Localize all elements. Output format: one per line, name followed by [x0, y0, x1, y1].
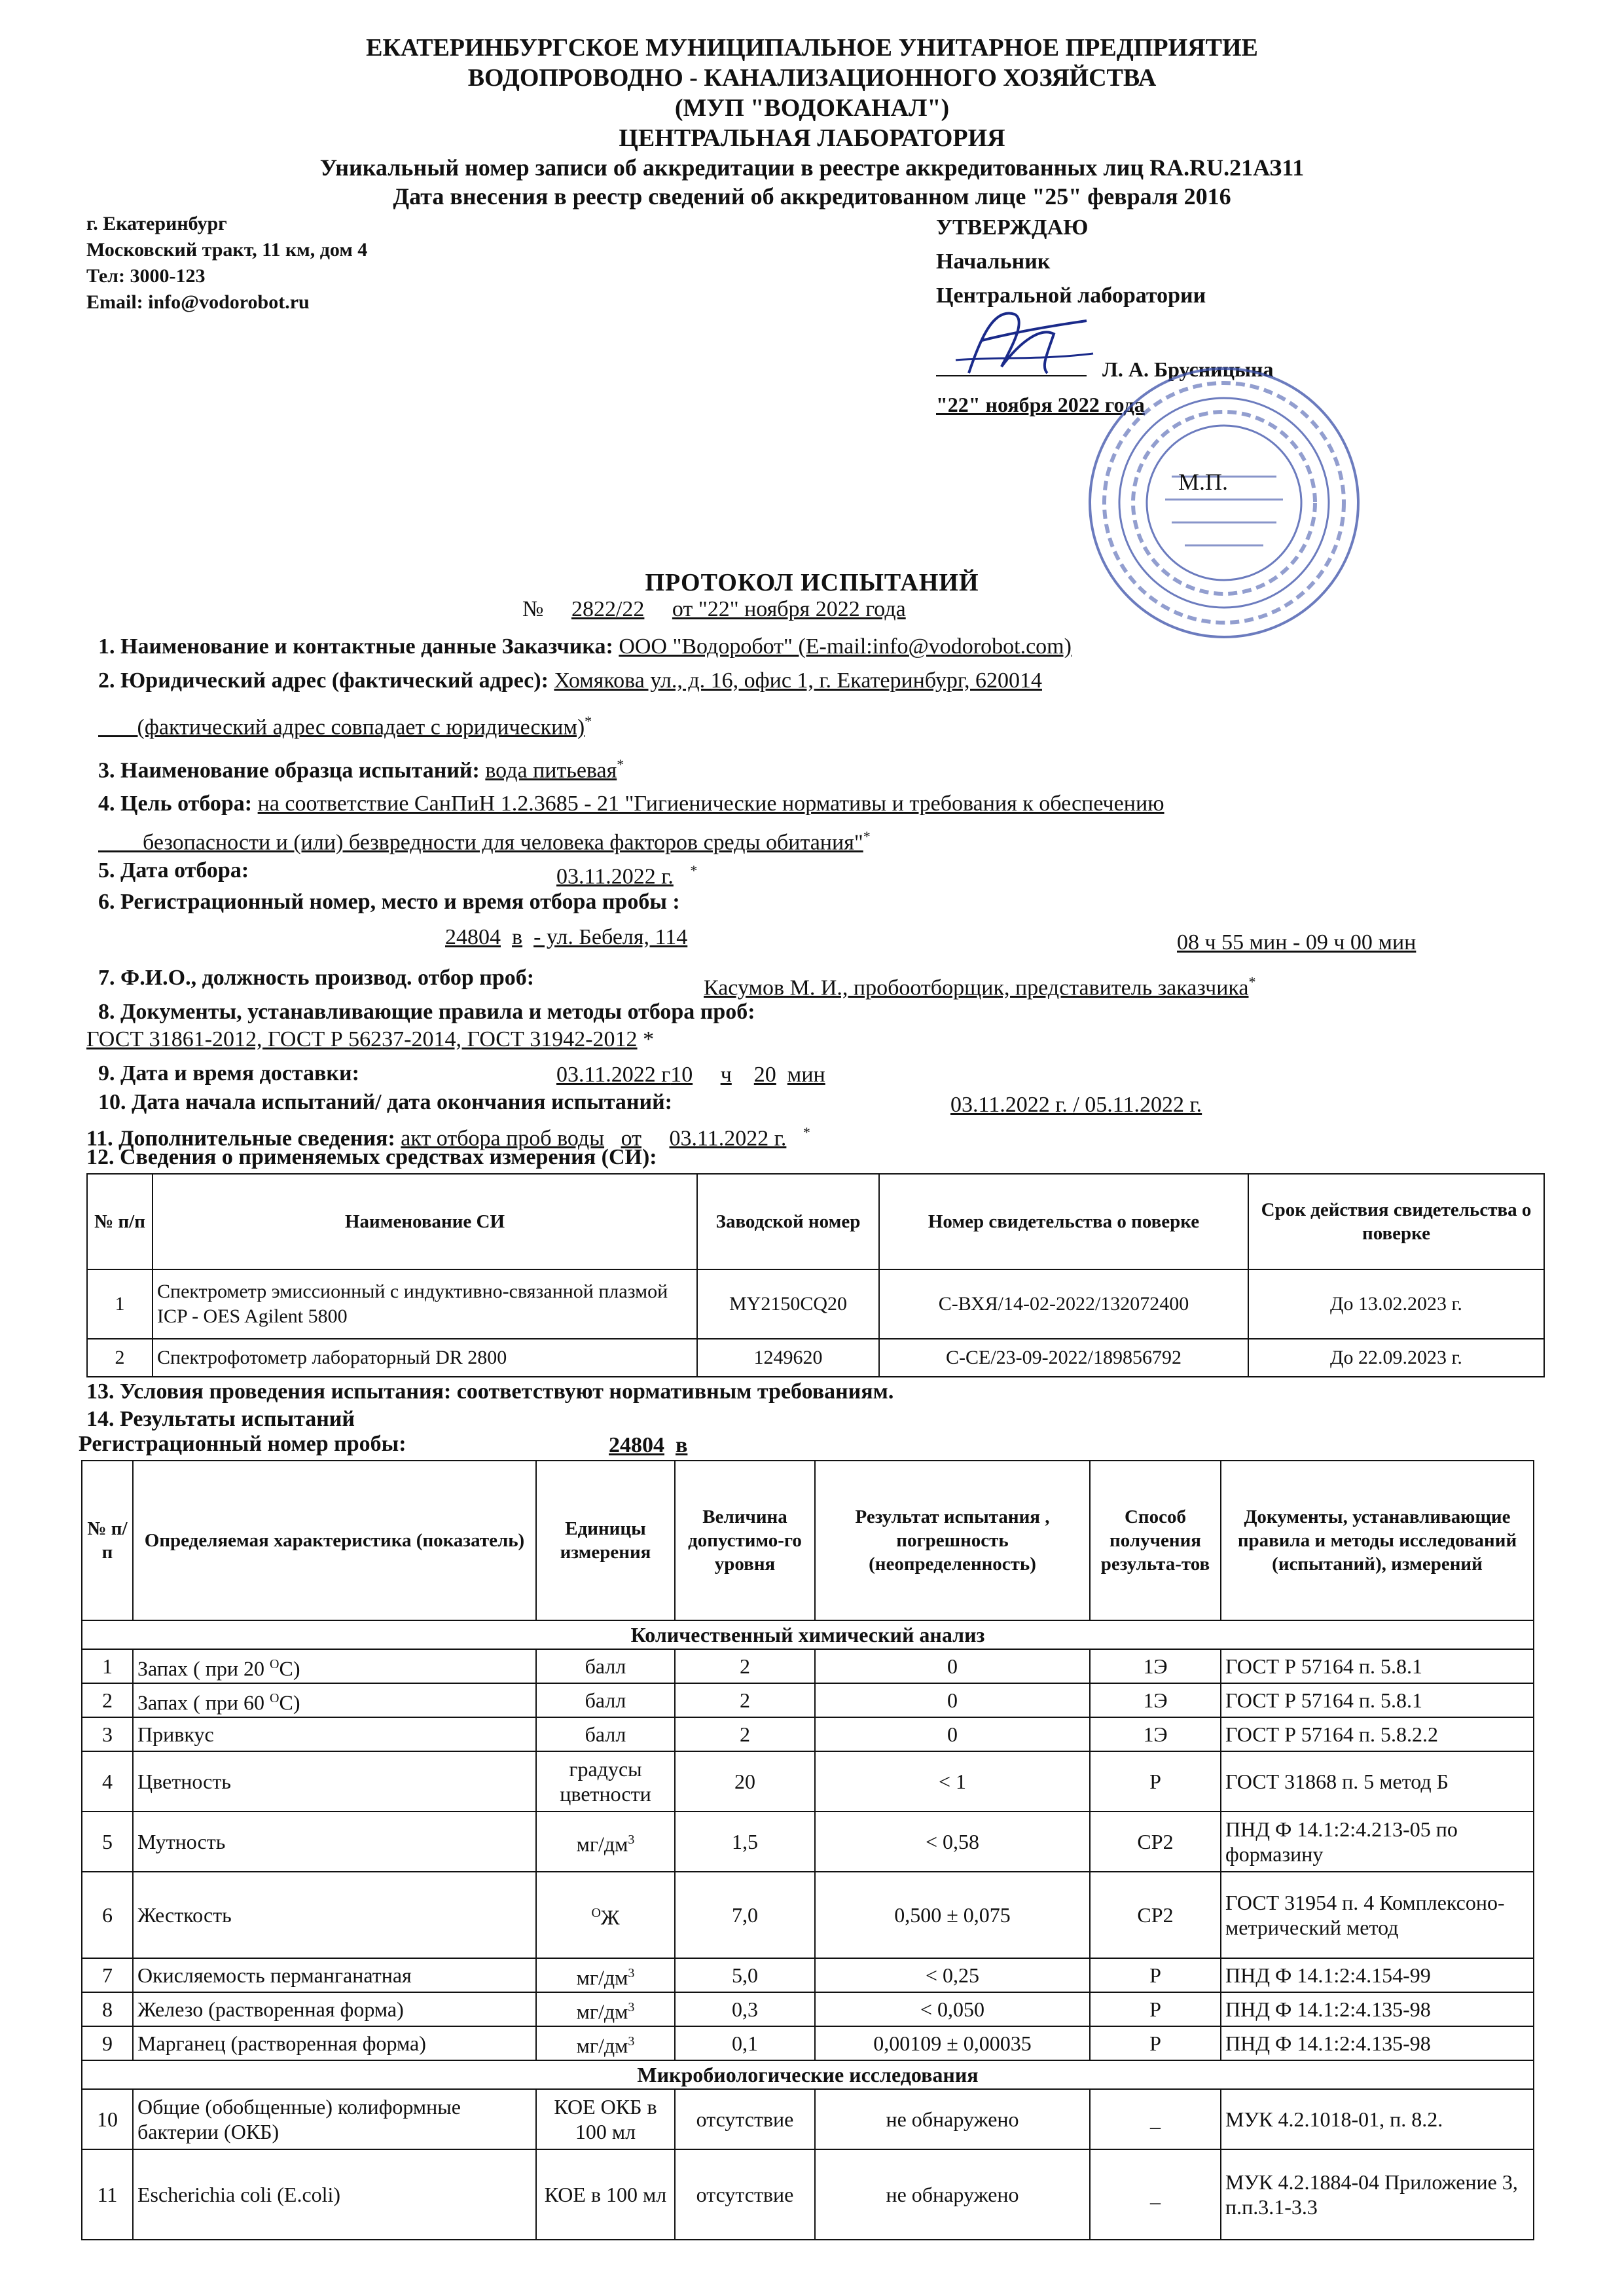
item-6-time	[1177, 930, 1416, 956]
row-document: ПНД Ф 14.1:2:4.135-98	[1221, 1992, 1534, 2026]
row-unit	[536, 2026, 675, 2060]
item-6-suffix: в	[512, 925, 523, 949]
item-2-note	[98, 708, 592, 740]
row-document: ГОСТ Р 57164 п. 5.8.1	[1221, 1649, 1534, 1683]
results-table	[81, 1460, 1534, 2240]
item-8-value: ГОСТ 31861-2012, ГОСТ Р 56237-2014, ГОСТ 31942-2012	[86, 1027, 638, 1051]
table-row	[82, 2026, 1534, 2060]
row-number: 6	[82, 1872, 133, 1958]
row-result: 0	[815, 1717, 1090, 1751]
row-document: ГОСТ 31954 п. 4 Комплексоно-метрический метод	[1221, 1872, 1534, 1958]
row-characteristic	[133, 1812, 536, 1872]
row-document: ПНД Ф 14.1:2:4.213-05 по формазину	[1221, 1812, 1534, 1872]
row-unit	[536, 1751, 675, 1812]
si-cell: MY2150CQ20	[697, 1269, 879, 1339]
unit-text: мг/дм	[576, 2033, 628, 2058]
row-method: СР2	[1090, 1872, 1221, 1958]
row-document: ГОСТ 31868 п. 5 метод Б	[1221, 1751, 1534, 1812]
item-3-label: 3. Наименование образца испытаний:	[98, 758, 480, 783]
row-characteristic: Общие (обобщенные) колиформные бактерии (ОКБ)	[133, 2089, 536, 2149]
item-6-place-value: - ул. Бебеля, 114	[533, 925, 688, 949]
row-result: < 0,25	[815, 1958, 1090, 1992]
si-cell: 2	[87, 1339, 153, 1377]
row-method: 1Э	[1090, 1649, 1221, 1683]
row-limit: 20	[675, 1751, 815, 1812]
unit-sup: O	[591, 1905, 601, 1920]
si-cell: 1	[87, 1269, 153, 1339]
item-4-value-2: безопасности и (или) безвредности для человека факторов среды обитания"	[143, 830, 863, 855]
characteristic-text: Жесткость	[137, 1903, 232, 1927]
item-7-label: 7. Ф.И.О., должность производ. отбор проб:	[98, 966, 535, 990]
item-11-date: 03.11.2022 г.	[669, 1126, 787, 1151]
protocol-number-line	[522, 597, 906, 622]
characteristic-text: Железо (растворенная форма)	[137, 1997, 404, 2021]
si-cell: С-ВХЯ/14-02-2022/132072400	[879, 1269, 1248, 1339]
round-stamp-image	[1080, 359, 1368, 647]
item-1-value: ООО "Водоробот" (E-mail:info@vodorobot.com)	[619, 634, 1072, 659]
table-row	[87, 1339, 1544, 1377]
row-limit: 5,0	[675, 1958, 815, 1992]
row-limit: 2	[675, 1717, 815, 1751]
item-9	[98, 1061, 359, 1087]
si-cell: С-СЕ/23-09-2022/189856792	[879, 1339, 1248, 1377]
row-characteristic	[133, 1751, 536, 1812]
row-method: 1Э	[1090, 1683, 1221, 1717]
item-6-reg: 24804	[445, 925, 501, 949]
row-result: не обнаружено	[815, 2089, 1090, 2149]
item-5-label: 5. Дата отбора:	[98, 858, 249, 883]
row-number: 11	[82, 2149, 133, 2240]
item-6-time-value: 08 ч 55 мин - 09 ч 00 мин	[1177, 930, 1416, 955]
row-unit	[536, 1717, 675, 1751]
row-result: 0,500 ± 0,075	[815, 1872, 1090, 1958]
row-result: < 1	[815, 1751, 1090, 1812]
row-method: 1Э	[1090, 1717, 1221, 1751]
row-unit	[536, 1683, 675, 1717]
row-result: < 0,58	[815, 1812, 1090, 1872]
accreditation-line: Уникальный номер записи об аккредитации в реестре аккредитованных лиц RA.RU.21АЗ11	[319, 155, 1305, 181]
item-4-cont	[98, 824, 871, 856]
item-4-label: 4. Цель отбора:	[98, 792, 253, 816]
unit-sup: 3	[628, 2033, 635, 2049]
approval-date: "22" ноября 2022 года	[936, 393, 1145, 416]
signer-name: Л. А. Брусницына	[1102, 357, 1274, 381]
item-12-label: 12. Сведения о применяемых средствах измерения (СИ):	[86, 1145, 657, 1169]
item-10	[98, 1089, 672, 1116]
item-7	[98, 965, 534, 991]
row-characteristic	[133, 1717, 536, 1751]
item-5-value-wrap	[556, 858, 697, 890]
row-unit	[536, 1992, 675, 2026]
item-3-value: вода питьевая	[485, 758, 617, 783]
item-10-value: 03.11.2022 г. / 05.11.2022 г.	[950, 1093, 1202, 1117]
org-header	[0, 33, 1624, 211]
protocol-date: от "22" ноября 2022 года	[672, 597, 906, 621]
row-method: Р	[1090, 2026, 1221, 2060]
sample-reg-suffix: в	[676, 1433, 688, 1457]
results-header: Результат испытания , погрешность (неопределенность)	[815, 1461, 1090, 1620]
star-mark: *	[863, 828, 871, 845]
row-limit: 2	[675, 1649, 815, 1683]
sample-reg-value: 24804	[609, 1433, 664, 1457]
row-method: Р	[1090, 1751, 1221, 1812]
row-number: 4	[82, 1751, 133, 1812]
org-line-1: ЕКАТЕРИНБУРГСКОЕ МУНИЦИПАЛЬНОЕ УНИТАРНОЕ ПРЕДПРИЯТИЕ	[366, 34, 1258, 62]
unit-text: мг/дм	[576, 1999, 628, 2024]
row-document: ГОСТ Р 57164 п. 5.8.2.2	[1221, 1717, 1534, 1751]
degree-sup: O	[270, 1690, 280, 1705]
row-number: 5	[82, 1812, 133, 1872]
row-document: ПНД Ф 14.1:2:4.135-98	[1221, 2026, 1534, 2060]
row-document: МУК 4.2.1018-01, п. 8.2.	[1221, 2089, 1534, 2149]
stamp-mp-label: М.П.	[1178, 469, 1229, 495]
item-14	[86, 1406, 355, 1432]
row-unit	[536, 1872, 675, 1958]
item-6-label: 6. Регистрационный номер, место и время отбора пробы :	[98, 890, 680, 914]
characteristic-text: Запах ( при 60	[137, 1690, 270, 1715]
item-10-value-wrap	[950, 1092, 1202, 1118]
row-unit: КОЕ в 100 мл	[536, 2149, 675, 2240]
table-row	[82, 2089, 1534, 2149]
sample-reg-value-wrap	[609, 1432, 687, 1459]
row-number: 10	[82, 2089, 133, 2149]
si-table	[86, 1173, 1545, 1377]
unit-sup: 3	[628, 1832, 635, 1847]
address-phone: Тел: 3000-123	[86, 265, 206, 287]
row-result: не обнаружено	[815, 2149, 1090, 2240]
characteristic-text: Цветность	[137, 1770, 231, 1793]
item-2-value: Хомякова ул., д. 16, офис 1, г. Екатеринбург, 620014	[554, 668, 1042, 693]
item-11-from: от	[621, 1126, 642, 1151]
table-row	[82, 1683, 1534, 1717]
row-number: 9	[82, 2026, 133, 2060]
characteristic-text: Мутность	[137, 1830, 226, 1853]
characteristic-text: Окисляемость перманганатная	[137, 1963, 412, 1987]
row-limit: отсутствие	[675, 2089, 815, 2149]
characteristic-text: Запах ( при 20	[137, 1656, 270, 1681]
row-limit: 2	[675, 1683, 815, 1717]
row-unit	[536, 1649, 675, 1683]
unit-text: Ж	[600, 1905, 620, 1929]
item-5	[98, 858, 249, 884]
item-6	[98, 889, 680, 915]
star-mark: *	[643, 1027, 655, 1051]
row-document: МУК 4.2.1884-04 Приложение 3, п.п.3.1-3.3	[1221, 2149, 1534, 2240]
row-characteristic	[133, 1683, 536, 1717]
item-7-value-wrap	[704, 969, 1256, 1001]
row-method: _	[1090, 2149, 1221, 2240]
address-email: Email: info@vodorobot.ru	[86, 291, 310, 313]
table-row	[82, 1992, 1534, 2026]
item-9-value	[556, 1062, 825, 1088]
item-14-label: 14. Результаты испытаний	[86, 1407, 355, 1431]
table-row	[82, 2149, 1534, 2240]
unit-sup: 3	[628, 1999, 635, 2014]
unit-sup: 3	[628, 1965, 635, 1980]
row-limit: 0,3	[675, 1992, 815, 2026]
table-row	[82, 1751, 1534, 1812]
results-header: Определяемая характеристика (показатель)	[133, 1461, 536, 1620]
row-limit: 1,5	[675, 1812, 815, 1872]
item-2-label: 2. Юридический адрес (фактический адрес):	[98, 668, 549, 693]
degree-sup: O	[270, 1656, 280, 1671]
si-header: Срок действия свидетельства о поверке	[1248, 1174, 1544, 1269]
star-mark: *	[585, 713, 592, 729]
sample-reg-line	[79, 1431, 406, 1457]
item-1-label: 1. Наименование и контактные данные Заказчика:	[98, 634, 613, 659]
results-header: Способ получения результа-тов	[1090, 1461, 1221, 1620]
row-result: 0	[815, 1683, 1090, 1717]
row-method: Р	[1090, 1992, 1221, 2026]
item-13-label: 13. Условия проведения испытания: соответствуют нормативным требованиям.	[86, 1379, 894, 1404]
si-cell: До 13.02.2023 г.	[1248, 1269, 1544, 1339]
characteristic-text: Марганец (растворенная форма)	[137, 2032, 426, 2055]
item-9-date: 03.11.2022 г	[556, 1063, 671, 1087]
org-line-3: (МУП "ВОДОКАНАЛ")	[674, 94, 950, 122]
sample-reg-label: Регистрационный номер пробы:	[79, 1432, 406, 1456]
unit-text: балл	[585, 1688, 626, 1712]
row-characteristic	[133, 1872, 536, 1958]
item-5-value: 03.11.2022 г.	[556, 864, 674, 889]
row-number: 1	[82, 1649, 133, 1683]
section-row	[82, 2060, 1534, 2089]
table-row	[87, 1269, 1544, 1339]
row-method: Р	[1090, 1958, 1221, 1992]
item-4-value-1: на соответствие СанПиН 1.2.3685 - 21 "Гигиенические нормативы и требования к обеспечению	[257, 792, 1164, 816]
protocol-number: 2822/22	[571, 597, 645, 621]
protocol-title: ПРОТОКОЛ ИСПЫТАНИЙ	[645, 569, 979, 596]
si-header: Номер свидетельства о поверке	[879, 1174, 1248, 1269]
item-9-label: 9. Дата и время доставки:	[98, 1061, 359, 1085]
item-8-label: 8. Документы, устанавливающие правила и методы отбора проб:	[98, 1000, 755, 1024]
results-header: Единицы измерения	[536, 1461, 675, 1620]
si-header: № п/п	[87, 1174, 153, 1269]
unit-text: градусы цветности	[560, 1757, 651, 1806]
unit-text: мг/дм	[576, 1965, 628, 1990]
results-header: Документы, устанавливающие правила и методы исследований (испытаний), измерений	[1221, 1461, 1534, 1620]
unit-text: балл	[585, 1722, 626, 1746]
table-row	[82, 1872, 1534, 1958]
item-9-hour: 10	[670, 1063, 693, 1087]
results-header: Величина допустимо-го уровня	[675, 1461, 815, 1620]
row-number: 2	[82, 1683, 133, 1717]
si-cell: Спектрофотометр лабораторный DR 2800	[153, 1339, 697, 1377]
org-line-2: ВОДОПРОВОДНО - КАНАЛИЗАЦИОННОГО ХОЗЯЙСТВА	[467, 64, 1157, 92]
section-micro: Микробиологические исследования	[82, 2060, 1534, 2089]
results-header: № п/п	[82, 1461, 133, 1620]
row-characteristic	[133, 1992, 536, 2026]
row-number: 3	[82, 1717, 133, 1751]
row-method: _	[1090, 2089, 1221, 2149]
si-cell: Спектрометр эмиссионный с индуктивно-связанной плазмой ICP - OES Agilent 5800	[153, 1269, 697, 1339]
si-cell: До 22.09.2023 г.	[1248, 1339, 1544, 1377]
star-mark: *	[617, 756, 624, 773]
approval-position-1: Начальник	[936, 249, 1051, 274]
si-cell: 1249620	[697, 1339, 879, 1377]
row-document: ПНД Ф 14.1:2:4.154-99	[1221, 1958, 1534, 1992]
row-result: < 0,050	[815, 1992, 1090, 2026]
unit-text: мг/дм	[576, 1832, 628, 1856]
item-13	[86, 1379, 893, 1405]
characteristic-end: C)	[279, 1656, 300, 1681]
unit-text: балл	[585, 1654, 626, 1678]
approval-position-2: Центральной лаборатории	[936, 283, 1206, 308]
item-1	[98, 634, 1072, 660]
lab-address	[86, 211, 367, 316]
row-unit: КОЕ ОКБ в 100 мл	[536, 2089, 675, 2149]
row-document: ГОСТ Р 57164 п. 5.8.1	[1221, 1683, 1534, 1717]
item-2	[98, 668, 1042, 694]
section-chemical: Количественный химический анализ	[82, 1620, 1534, 1649]
row-limit: 0,1	[675, 2026, 815, 2060]
row-number: 7	[82, 1958, 133, 1992]
item-9-hour-unit: ч	[720, 1063, 732, 1087]
item-2-note-text: (фактический адрес совпадает с юридическим)	[137, 715, 585, 740]
row-limit: отсутствие	[675, 2149, 815, 2240]
item-12	[86, 1144, 657, 1171]
row-method: СР2	[1090, 1812, 1221, 1872]
item-11-value: акт отбора проб воды	[401, 1126, 605, 1151]
characteristic-end: C)	[279, 1690, 300, 1715]
row-characteristic	[133, 1649, 536, 1683]
row-result: 0,00109 ± 0,00035	[815, 2026, 1090, 2060]
org-line-4: ЦЕНТРАЛЬНАЯ ЛАБОРАТОРИЯ	[619, 124, 1005, 152]
table-row	[82, 1717, 1534, 1751]
row-characteristic	[133, 1958, 536, 1992]
row-unit	[536, 1958, 675, 1992]
si-header: Наименование СИ	[153, 1174, 697, 1269]
address-city: г. Екатеринбург	[86, 213, 227, 234]
item-6-place	[445, 924, 687, 951]
row-characteristic	[133, 2026, 536, 2060]
address-street: Московский тракт, 11 км, дом 4	[86, 239, 368, 261]
approval-title: УТВЕРЖДАЮ	[936, 215, 1089, 240]
row-limit: 7,0	[675, 1872, 815, 1958]
registry-date-line: Дата внесения в реестр сведений об аккредитованном лице "25" февраля 2016	[393, 183, 1231, 210]
protocol-no-label: №	[522, 597, 544, 621]
item-9-minute-unit: мин	[787, 1063, 825, 1087]
star-mark: *	[1248, 974, 1256, 990]
characteristic-text: Привкус	[137, 1722, 214, 1746]
table-row	[82, 1649, 1534, 1683]
row-result: 0	[815, 1649, 1090, 1683]
item-10-label: 10. Дата начала испытаний/ дата окончания испытаний:	[98, 1090, 672, 1114]
item-8-value-wrap	[86, 1027, 654, 1053]
item-9-minute: 20	[753, 1063, 776, 1087]
item-11-label: 11. Дополнительные сведения:	[86, 1126, 395, 1151]
table-row	[82, 1958, 1534, 1992]
si-header: Заводской номер	[697, 1174, 879, 1269]
item-3	[98, 752, 624, 784]
row-characteristic: Escherichia coli (E.coli)	[133, 2149, 536, 2240]
star-mark: *	[690, 862, 698, 879]
item-4	[98, 791, 1164, 817]
table-row	[82, 1812, 1534, 1872]
item-7-value: Касумов М. И., пробоотборщик, представитель заказчика	[704, 975, 1249, 1000]
star-mark: *	[803, 1124, 810, 1140]
row-unit	[536, 1812, 675, 1872]
item-8	[98, 999, 755, 1025]
row-number: 8	[82, 1992, 133, 2026]
